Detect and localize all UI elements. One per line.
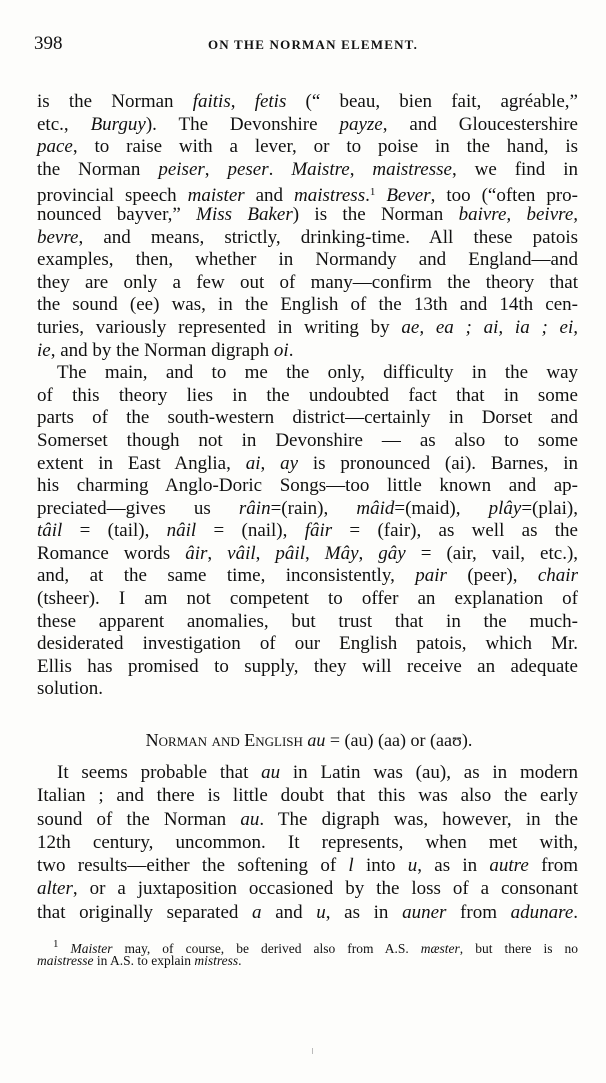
text-run: preciated—gives us (37, 497, 239, 519)
text-run: from (446, 901, 511, 923)
text-run: they are only a few out of many—confirm the theory that (37, 271, 578, 293)
italic-run: a (252, 901, 262, 923)
text-line (37, 520, 578, 543)
text-run: (peer), (446, 565, 538, 587)
italic-run: maister (187, 185, 245, 207)
italic-run: plây (488, 497, 522, 519)
text-run: nounced bayver,” (37, 203, 197, 225)
text-line (37, 543, 578, 566)
footnote-marker: 1 (369, 186, 376, 199)
text-line (37, 430, 578, 453)
text-run: =(plai), (521, 497, 578, 519)
text-run: , (255, 542, 276, 564)
text-line (37, 901, 578, 924)
text-run: may, of course, be derived also from A.S. (112, 941, 421, 956)
text-run: , (304, 542, 325, 564)
text-line (37, 831, 578, 854)
italic-run: tâil (37, 520, 63, 542)
text-run: , (207, 542, 228, 564)
text-line (37, 114, 578, 137)
text-run: , as in (325, 901, 403, 923)
italic-run: alter (37, 878, 73, 900)
text-line (37, 678, 578, 701)
italic-run: nâil (166, 520, 197, 542)
italic-run: râin (238, 497, 271, 519)
text-run: desiderated investigation of our English patois, which Mr. (37, 633, 578, 655)
body-paragraph-3 (37, 761, 578, 924)
italic-run: Burguy (90, 113, 146, 135)
text-run: solution. (37, 678, 103, 700)
text-run: = (air, vail, etc.), (405, 542, 579, 564)
italic-run: ie (37, 339, 51, 361)
text-run: that originally separated (37, 901, 253, 923)
text-run: provincial speech (37, 185, 188, 207)
text-line (37, 204, 578, 227)
italic-run: adunare (510, 901, 574, 923)
italic-run: au (261, 762, 281, 783)
text-run: , (349, 158, 373, 180)
text-run: examples, then, whether in Normandy and England—and (37, 249, 578, 271)
text-run: these apparent anomalies, but trust that in the much- (37, 610, 578, 632)
italic-run: chair (537, 565, 578, 587)
text-run: the Norman (37, 158, 159, 180)
italic-run: Bever (386, 185, 431, 207)
text-line (37, 272, 578, 295)
italic-run: pair (415, 565, 447, 587)
text-run: It seems probable that (57, 762, 262, 783)
text-line (37, 498, 578, 521)
text-line (37, 475, 578, 498)
text-run: , too (“often pro- (430, 185, 579, 207)
italic-run: gây (378, 542, 406, 564)
text-run: . (238, 952, 242, 968)
text-run: , (230, 91, 255, 112)
text-run: ) is the Norman (292, 203, 459, 225)
text-run: is the Norman (37, 91, 193, 112)
text-run: , (358, 542, 379, 564)
italic-run: maistress (294, 185, 366, 207)
text-run: . (573, 901, 579, 923)
body-paragraphs-1-2 (37, 91, 578, 701)
italic-run: fetis (254, 91, 287, 112)
text-run: and, at the same time, inconsistently, (37, 565, 416, 587)
text-run: two results—either the softening of (37, 855, 349, 877)
text-line (37, 294, 578, 317)
text-run: Romance words (37, 542, 186, 564)
text-run: the sound (ee) was, in the English of the 13th and 14th cen- (37, 294, 578, 316)
text-run: = (au) (aa) or (aaʊ). (325, 730, 473, 750)
text-run: Ellis has promised to supply, they will receive an adequate (37, 655, 578, 677)
italic-run: peiser (158, 158, 205, 180)
text-run: extent in East Anglia, (37, 452, 246, 474)
text-run: his charming Anglo-Doric Songs—too little known and ap- (37, 475, 578, 497)
italic-run: mâid (356, 497, 395, 519)
text-run: sound of the Norman (37, 808, 241, 830)
text-run: . (288, 339, 294, 361)
italic-run: vâil (227, 542, 256, 564)
text-run: . (268, 158, 292, 180)
text-run: Italian ; and there is little doubt that this was also the early (37, 785, 578, 807)
text-line (37, 340, 578, 363)
text-run: . The digraph was, however, in the (259, 808, 578, 830)
italic-run: mæster (420, 941, 460, 956)
text-line (37, 181, 579, 207)
text-run: , (260, 452, 281, 474)
text-run: parts of the south-western district—certainly in Dorset and (37, 407, 578, 429)
text-line (37, 633, 578, 656)
italic-run: pâil (275, 542, 305, 564)
scan-speck (312, 1048, 313, 1054)
text-run: in Latin was (au), as in modern (280, 762, 578, 783)
text-line (37, 159, 578, 182)
text-run: = (nail), (196, 520, 305, 542)
italic-run: maistresse (372, 158, 452, 180)
italic-run: Mây (324, 542, 359, 564)
italic-run: au (240, 808, 260, 830)
footnote-marker: 1 (53, 938, 59, 950)
text-run: , and means, strictly, drinking-time. All these patois (78, 226, 578, 248)
text-run: into (353, 855, 408, 877)
text-line (37, 565, 578, 588)
text-run: ). The Devonshire (145, 113, 340, 135)
italic-run: peser (227, 158, 269, 180)
italic-run: mistress (194, 952, 239, 968)
text-line (37, 317, 578, 340)
italic-run: l (348, 855, 354, 877)
text-run: . (365, 185, 370, 207)
text-line (37, 91, 578, 114)
text-line (37, 227, 578, 250)
text-line (37, 937, 578, 956)
italic-run: autre (489, 855, 529, 877)
text-line (37, 249, 578, 272)
text-run: in A.S. to explain (93, 952, 195, 968)
text-run: , (204, 158, 228, 180)
italic-run: ai (245, 452, 261, 474)
italic-run: fâir (304, 520, 333, 542)
text-run: , or a juxtaposition occasioned by the loss of a consonant (72, 878, 578, 900)
text-run: of this theory lies in the undoubted fact that in some (37, 384, 578, 406)
italic-run: Maistre (291, 158, 350, 180)
text-run: and (261, 901, 317, 923)
text-line (37, 656, 578, 679)
text-line (37, 453, 578, 476)
small-caps-run: Norman and English (145, 730, 303, 750)
text-run: = (fair), as well as the (332, 520, 578, 542)
italic-run: Miss Baker (196, 203, 293, 225)
running-title: ON THE NORMAN ELEMENT. (207, 37, 419, 52)
italic-run: baivre, beivre, (458, 203, 578, 225)
text-run: from (528, 855, 579, 877)
italic-run: pace (37, 136, 73, 158)
italic-run: payze (339, 113, 383, 135)
text-run: and (244, 185, 295, 207)
italic-run: u (407, 855, 418, 877)
text-run: =(rain), (270, 497, 357, 519)
text-line (37, 611, 578, 634)
text-line (37, 362, 578, 385)
text-line (37, 877, 578, 900)
text-run: = (tail), (62, 520, 167, 542)
text-run: turies, variously represented in writing by (37, 316, 402, 338)
text-run: Somerset though not in Devonshire — as also to some (37, 429, 578, 451)
italic-run: u (316, 901, 326, 923)
italic-run: âir (185, 542, 208, 564)
italic-run: auner (402, 901, 447, 923)
text-run: , and by the Norman digraph (50, 339, 274, 361)
italic-run: maistresse (37, 952, 94, 968)
text-run: 12th century, uncommon. It represents, when met with, (37, 831, 578, 853)
text-line (37, 761, 578, 784)
footnote (37, 937, 578, 968)
italic-run: Maister (70, 941, 113, 956)
text-line (37, 136, 578, 159)
italic-run: bevre (37, 226, 79, 248)
text-run: etc., (37, 113, 91, 135)
text-run: is pronounced (ai). Barnes, in (298, 452, 578, 474)
text-line (37, 854, 578, 877)
text-run: =(maid), (394, 497, 489, 519)
text-line (37, 808, 578, 831)
text-line (37, 588, 578, 611)
italic-run: ay (280, 452, 299, 474)
text-run: , as in (417, 855, 490, 877)
text-run: , but there is no (459, 941, 578, 956)
text-run: (tsheer). I am not competent to offer an explanation of (37, 588, 578, 610)
italic-run: ae, ea ; ai, ia ; ei, (401, 316, 578, 338)
section-heading (0, 729, 606, 751)
page-number: 398 (34, 33, 63, 54)
text-run: The main, and to me the only, difficulty in the way (57, 362, 578, 384)
italic-run: oi (273, 339, 289, 361)
text-line (37, 784, 578, 807)
italic-run: au (307, 730, 326, 750)
text-run: , and Gloucestershire (382, 113, 578, 135)
text-run: , to raise with a lever, or to poise in the hand, is (72, 136, 578, 158)
italic-run: faitis (192, 91, 231, 112)
text-run: , we find in (451, 158, 579, 180)
text-line (37, 385, 578, 408)
text-line (37, 407, 578, 430)
text-run: (“ beau, bien fait, agréable,” (286, 91, 578, 112)
